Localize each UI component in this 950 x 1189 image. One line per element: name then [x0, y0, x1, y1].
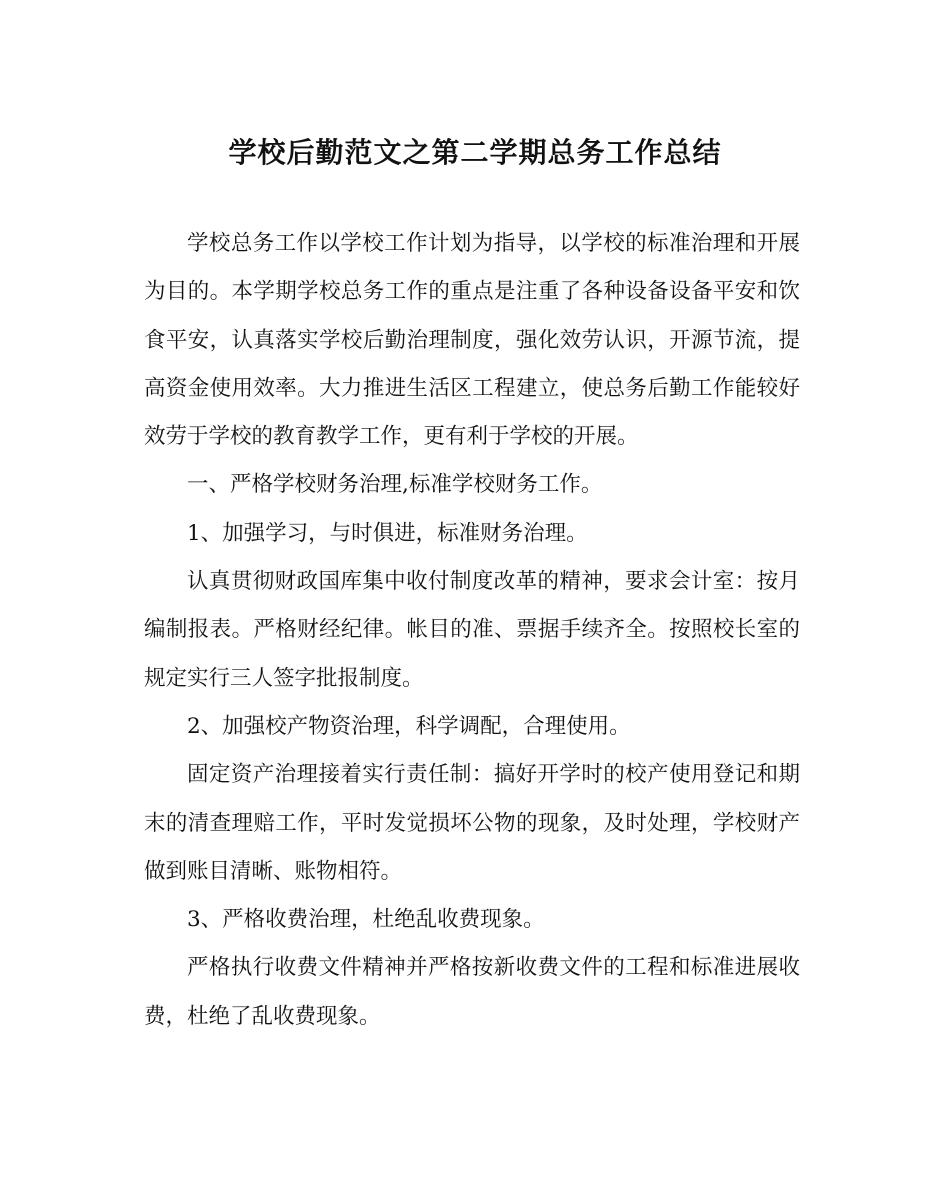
paragraph-fee-policy: 严格执行收费文件精神并严格按新收费文件的工程和标准进展收费，杜绝了乱收费现象。: [144, 955, 800, 1029]
document-body: [144, 220, 800, 1041]
document-title: 学校后勤范文之第二学期总务工作总结: [228, 136, 722, 169]
subheading-fees: 3、严格收费治理，杜绝乱收费现象。: [187, 907, 545, 933]
paragraph-treasury: 认真贯彻财政国库集中收付制度改革的精神，要求会计室：按月编制报表。严格财经纪律。帐目的准、票据手续齐全。按照校长室的规定实行三人签字批报制度。: [144, 569, 800, 691]
subheading-study: 1、加强学习，与时俱进，标准财务治理。: [187, 520, 588, 546]
paragraph-fixed-assets: 固定资产治理接着实行责任制：搞好开学时的校产使用登记和期末的清查理赔工作，平时发觉损坏公物的现象，及时处理，学校财产做到账目清晰、账物相符。: [144, 762, 800, 884]
subheading-assets: 2、加强校产物资治理，科学调配，合理使用。: [187, 713, 631, 739]
paragraph-intro: 学校总务工作以学校工作计划为指导，以学校的标准治理和开展为目的。本学期学校总务工作的重点是注重了各种设备设备平安和饮食平安，认真落实学校后勤治理制度，强化效劳认识，开源节流，提高资金使用效率。大力推进生活区工程建立，使总务后勤工作能较好效劳于学校的教育教学工作，更有利于学校的开展。: [144, 231, 800, 450]
section-heading-finance: 一、严格学校财务治理,标准学校财务工作。: [187, 472, 603, 498]
